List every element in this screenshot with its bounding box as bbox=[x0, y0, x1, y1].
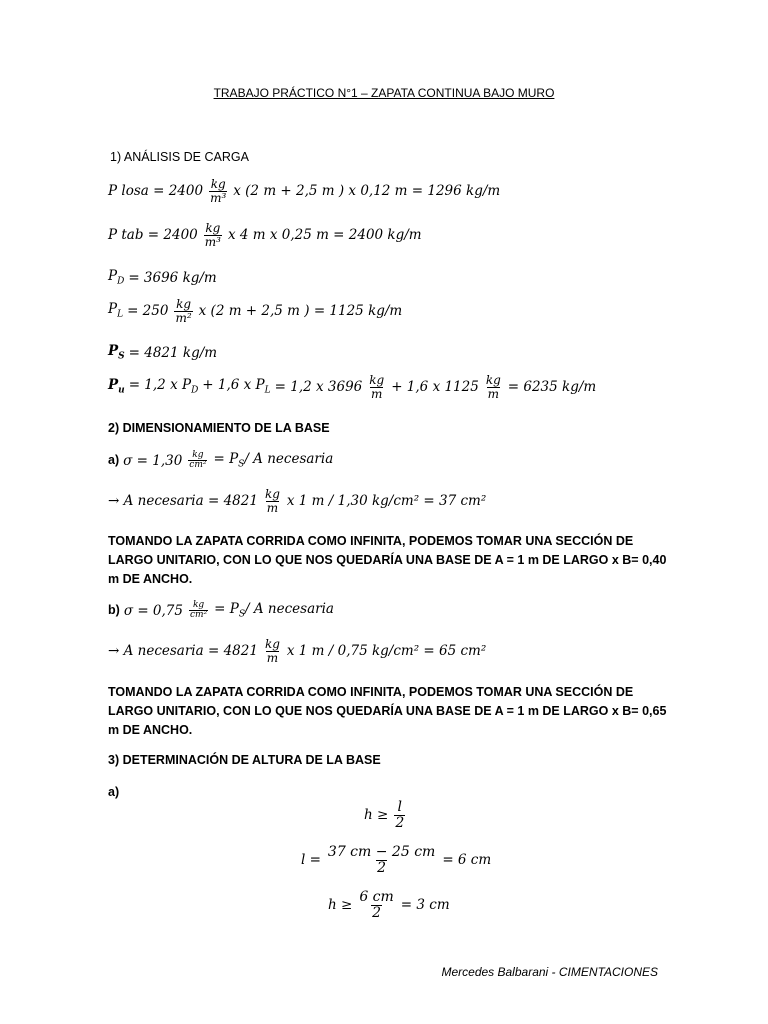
eq-pu-part1-text: = 1,2 x P bbox=[128, 377, 192, 394]
eq3-2-den: 2 bbox=[377, 859, 387, 876]
eq-pu-frac2-num: kg bbox=[485, 373, 501, 387]
eq-pl-fraction bbox=[174, 298, 192, 324]
eq3-1-num: l bbox=[397, 799, 403, 815]
eq-ptab-frac-num: kg bbox=[205, 221, 221, 235]
eq-2a-fraction bbox=[188, 451, 207, 471]
eq3-3-rhs: = 3 cm bbox=[400, 897, 450, 914]
eq-pd-sub: D bbox=[117, 276, 125, 287]
eq3-3-num: 6 cm bbox=[359, 889, 394, 905]
equation-2b-sigma bbox=[108, 601, 334, 621]
eq-pu-frac2-den: m bbox=[487, 386, 499, 401]
eq-pl-mid: = 250 bbox=[127, 303, 169, 319]
eq-2a-frac-num: kg bbox=[192, 450, 204, 460]
eq3-1-den: 2 bbox=[395, 814, 405, 831]
section3-heading: 3) DETERMINACIÓN DE ALTURA DE LA BASE bbox=[108, 753, 381, 767]
equation-p-u bbox=[108, 374, 596, 400]
eq-pu-part1 bbox=[129, 377, 199, 396]
equation-p-losa bbox=[108, 178, 500, 204]
eq-pl-rhs: x (2 m + 2,5 m ) = 1125 kg/m bbox=[198, 303, 403, 319]
eq-pu-frac1-den: m bbox=[371, 386, 383, 401]
eq-ptab-lhs: P tab = 2400 bbox=[108, 227, 198, 243]
label-3a: a) bbox=[108, 785, 120, 799]
eq-plosa-frac-den: m³ bbox=[210, 190, 227, 205]
eq-ptab-rhs: x 4 m x 0,25 m = 2400 kg/m bbox=[227, 227, 422, 243]
eq-pl-p: P bbox=[108, 301, 118, 318]
eq-2b-frac-den: cm² bbox=[189, 610, 208, 621]
eq-ptab-frac-den: m³ bbox=[204, 234, 221, 249]
section2-heading: 2) DIMENSIONAMIENTO DE LA BASE bbox=[108, 421, 330, 435]
eq-pl-symbol bbox=[108, 301, 123, 320]
eq-2b-rhs bbox=[214, 601, 334, 620]
eq-plosa-frac-num: kg bbox=[210, 177, 226, 191]
eq3-3-fraction bbox=[358, 890, 394, 920]
equation-2b-area bbox=[108, 638, 486, 664]
eq-2a-arrow-frac-num: kg bbox=[264, 487, 280, 501]
eq-pu-sub-l: L bbox=[264, 386, 271, 397]
eq-2a-tail: / A necesaria bbox=[244, 451, 334, 468]
eq-plosa-fraction bbox=[209, 178, 227, 204]
eq-ptab-fraction bbox=[204, 222, 222, 248]
eq-ps-p: P bbox=[108, 343, 119, 359]
eq-pd-rhs: = 3696 kg/m bbox=[128, 269, 217, 286]
equation-p-d bbox=[108, 268, 217, 287]
eq3-1-fraction bbox=[394, 800, 405, 830]
eq-2a-frac-den: cm² bbox=[189, 460, 207, 471]
eq-ps-symbol bbox=[108, 343, 125, 362]
section1-heading: 1) ANÁLISIS DE CARGA bbox=[110, 150, 249, 164]
eq-2b-sub: S bbox=[238, 609, 246, 620]
equation-p-s bbox=[108, 343, 217, 362]
eq-pu-fraction-2 bbox=[485, 374, 502, 400]
eq-2a-arrow-lhs: → A necesaria = 4821 bbox=[108, 493, 258, 509]
eq-2a-rhs-text: = P bbox=[213, 451, 239, 468]
eq-2b-arrow-fraction bbox=[264, 638, 281, 664]
eq-pu-part3: = 1,2 x 3696 bbox=[274, 379, 363, 395]
eq-plosa-rhs: x (2 m + 2,5 m ) x 0,12 m = 1296 kg/m bbox=[233, 183, 501, 199]
eq-2a-arrow-frac-den: m bbox=[266, 500, 279, 515]
eq-pu-part4: + 1,6 x 1125 bbox=[391, 379, 479, 395]
eq-2b-tail: / A necesaria bbox=[245, 601, 334, 618]
eq-pu-part5: = 6235 kg/m bbox=[507, 379, 597, 395]
document-title bbox=[0, 86, 768, 100]
eq-2a-arrow-rhs: x 1 m / 1,30 kg/cm² = 37 cm² bbox=[286, 493, 487, 509]
eq-pu-part2-text: + 1,6 x P bbox=[202, 377, 265, 394]
equation-p-tab bbox=[108, 222, 422, 248]
eq3-1-lhs: h ≥ bbox=[364, 807, 389, 824]
eq3-2-num: 37 cm − 25 cm bbox=[327, 844, 436, 860]
equation-2a-area bbox=[108, 488, 486, 514]
eq-pu-fraction-1 bbox=[368, 374, 385, 400]
page-footer: Mercedes Balbarani - CIMENTACIONES bbox=[441, 965, 658, 979]
eq3-2-lhs: l = bbox=[301, 852, 321, 869]
eq-ps-rhs: = 4821 kg/m bbox=[128, 344, 218, 361]
eq-2b-arrow-lhs: → A necesaria = 4821 bbox=[108, 643, 258, 659]
eq-ps-sub: S bbox=[118, 351, 125, 362]
eq-pl-frac-num: kg bbox=[176, 297, 192, 311]
equation-3a-l bbox=[301, 845, 491, 875]
equation-p-l bbox=[108, 298, 402, 324]
eq-pl-frac-den: m² bbox=[175, 310, 192, 325]
equation-2a-sigma bbox=[108, 451, 333, 471]
eq-pd-symbol bbox=[108, 268, 124, 287]
eq-pd-p: P bbox=[108, 268, 118, 284]
eq-pu-sub-d: D bbox=[191, 386, 199, 397]
label-2a: a) bbox=[108, 453, 120, 468]
eq-plosa-lhs: P losa = 2400 bbox=[108, 183, 204, 199]
eq3-2-rhs: = 6 cm bbox=[442, 852, 492, 869]
equation-3a-h-ge-l bbox=[364, 800, 407, 830]
eq-2b-arrow-rhs: x 1 m / 0,75 kg/cm² = 65 cm² bbox=[286, 643, 487, 659]
eq-2b-frac-num: kg bbox=[192, 600, 205, 610]
eq-2a-rhs bbox=[213, 451, 333, 470]
eq-pu-frac1-num: kg bbox=[369, 373, 385, 387]
eq-2b-arrow-frac-num: kg bbox=[264, 637, 280, 651]
paragraph-2b: TOMANDO LA ZAPATA CORRIDA COMO INFINITA, PODEMOS TOMAR UNA SECCIÓN DE LARGO UNITARIO, CON LO QUE NOS QUEDARÍA UNA BASE DE A = 1 m DE LARGO x B= 0,65 m DE ANCHO. bbox=[108, 685, 667, 737]
eq3-3-den: 2 bbox=[372, 904, 382, 921]
eq-2a-lhs: σ = 1,30 bbox=[123, 452, 183, 469]
document-title-text: TRABAJO PRÁCTICO N°1 – ZAPATA CONTINUA BAJO MURO bbox=[213, 86, 555, 100]
eq-2a-sub: S bbox=[238, 459, 245, 470]
eq3-3-lhs: h ≥ bbox=[328, 897, 353, 914]
eq-2b-fraction bbox=[189, 601, 208, 621]
eq-pu-symbol bbox=[108, 377, 125, 396]
label-2b: b) bbox=[108, 603, 120, 618]
eq-2b-arrow-frac-den: m bbox=[266, 650, 279, 665]
eq3-2-fraction bbox=[327, 845, 436, 875]
eq-2b-lhs: σ = 0,75 bbox=[123, 602, 183, 619]
eq-pl-sub: L bbox=[117, 310, 124, 321]
eq-2b-rhs-text: = P bbox=[214, 601, 239, 618]
eq-2a-arrow-fraction bbox=[264, 488, 281, 514]
eq-pu-p: P bbox=[108, 377, 119, 394]
eq-pu-part2 bbox=[202, 377, 270, 396]
paragraph-2a: TOMANDO LA ZAPATA CORRIDA COMO INFINITA, PODEMOS TOMAR UNA SECCIÓN DE LARGO UNITARIO, CON LO QUE NOS QUEDARÍA UNA BASE DE A = 1 m DE LARGO x B= 0,40 m DE ANCHO. bbox=[108, 534, 667, 586]
equation-3a-h bbox=[328, 890, 450, 920]
eq-pu-sub: u bbox=[118, 386, 125, 397]
